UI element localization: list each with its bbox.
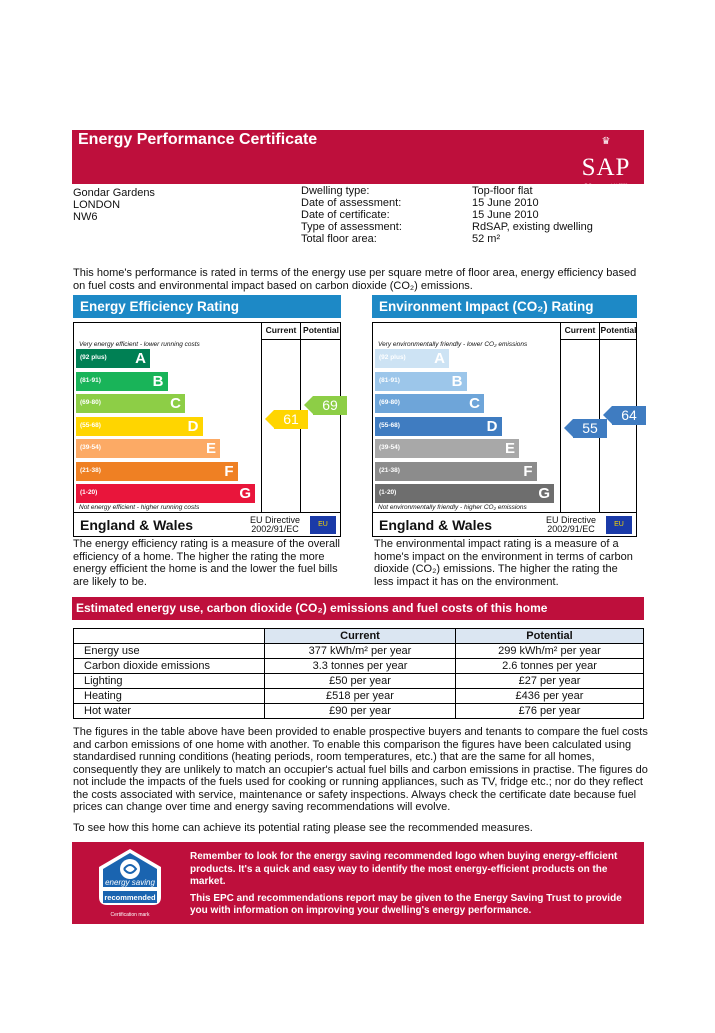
band-letter: D (486, 417, 498, 435)
band-range-label: (81-91) (379, 376, 400, 384)
detail-label: Dwelling type: (301, 185, 370, 197)
energy-saving-recommended-logo (95, 847, 165, 907)
row-current: £90 per year (265, 704, 456, 719)
row-label: Lighting (74, 674, 265, 689)
energy-description: The energy efficiency rating is a measure of the overall efficiency of a home. The higher the rating the more energy efficient the home is and the lower the fuel bills are likely to be. (73, 538, 340, 588)
address-line-1: Gondar Gardens (73, 187, 155, 199)
band-letter: D (187, 417, 199, 435)
detail-value: 15 June 2010 (472, 197, 539, 209)
current-rating-value: 61 (283, 411, 299, 428)
row-potential: £76 per year (456, 704, 644, 719)
band-letter: A (434, 350, 445, 367)
row-label: Hot water (74, 704, 265, 719)
top-note: Very energy efficient - lower running costs (79, 341, 200, 348)
see-recommendations-text: To see how this home can achieve its potential rating please see the recommended measures. (73, 822, 533, 834)
eu-flag-icon: EU (310, 516, 336, 534)
table-row (74, 689, 644, 704)
band-range-label: (92 plus) (379, 354, 406, 361)
bottom-text (190, 851, 640, 918)
band-letter: B (152, 372, 164, 390)
rating-band-c (375, 394, 484, 413)
band-range-label: (55-68) (80, 421, 101, 429)
cost-table (73, 628, 644, 719)
bottom-paragraph-2: This EPC and recommendations report may be given to the Energy Saving Trust to provide you with information on improving your dwelling's energy performance. (190, 892, 622, 916)
environment-description: The environmental impact rating is a measure of a home's impact on the environment in terms of carbon dioxide (CO₂) emissions. The higher the rating the less impact it has on the environment. (374, 538, 633, 588)
band-letter: A (135, 350, 146, 367)
logo-caption: Certification mark (110, 912, 150, 918)
table-row (74, 644, 644, 659)
row-label: Heating (74, 689, 265, 704)
table-row (74, 659, 644, 674)
band-range-label: (92 plus) (80, 354, 107, 361)
column-current: Current (265, 325, 297, 335)
band-range-label: (1-20) (80, 489, 98, 496)
rating-band-e (375, 439, 519, 458)
band-letter: E (504, 440, 515, 457)
rating-band-b (76, 372, 168, 391)
band-range-label: (1-20) (379, 489, 397, 496)
table-row (74, 704, 644, 719)
band-range-label: (69-80) (80, 399, 101, 406)
figures-paragraph: The figures in the table above have been provided to enable prospective buyers and tenants to compare the fuel costs and carbon emissions of one home with another. To enable this comparison the figures have been calculated using standardised running conditions (heating periods, room temperatures, etc.) that are the same for all homes, consequently they are unlikely to match an occupier's actual fuel bills and carbon emissions in practise. The figures do not include the impacts of the fuels used for cooking or running appliances, such as TV, fridge etc.; nor do they reflect the costs associated with service, maintenance or safety inspections. Always check the certificate date because fuel prices can change over time and energy saving recommendations will evolve. (73, 726, 648, 813)
row-current: £518 per year (265, 689, 456, 704)
estimate-title: Estimated energy use, carbon dioxide (CO₂) emissions and fuel costs of this home (72, 597, 644, 620)
rating-band-a (375, 349, 449, 368)
band-range-label: (55-68) (379, 421, 400, 429)
energy-rating-title: Energy Efficiency Rating (73, 295, 341, 318)
column-blank (74, 629, 265, 644)
potential-rating-arrow (612, 406, 646, 425)
eu-directive: EU Directive 2002/91/EC (250, 515, 301, 534)
potential-rating-arrow (313, 396, 347, 415)
detail-value: RdSAP, existing dwelling (472, 221, 593, 233)
band-range-label: (39-54) (80, 444, 101, 451)
rating-band-g (375, 484, 554, 503)
band-range-label: (81-91) (80, 376, 101, 384)
current-rating-arrow (573, 419, 607, 438)
band-range-label: (21-38) (80, 466, 101, 474)
intro-paragraph: This home's performance is rated in terms of the energy use per square metre of floor area, energy efficiency based on fuel costs and environmental impact based on carbon dioxide (CO₂) emissions. (73, 267, 637, 292)
current-rating-value: 55 (582, 419, 598, 436)
detail-label: Total floor area: (301, 233, 377, 245)
rating-band-g (76, 484, 255, 503)
region-label: England & Wales (379, 517, 493, 533)
bottom-paragraph-1: Remember to look for the energy saving recommended logo when buying energy-efficient products. It's a quick and easy way to identify the most energy-efficient products on the market. (190, 851, 618, 887)
potential-rating-value: 69 (322, 397, 338, 414)
band-range-label: (21-38) (379, 466, 400, 474)
band-letter: G (538, 485, 550, 502)
row-potential: 299 kWh/m² per year (456, 644, 644, 659)
sap-logo: ♛ SAP © Crown copyright 2009 (576, 138, 636, 180)
band-range-label: (39-54) (379, 444, 400, 451)
table-row (74, 674, 644, 689)
rating-band-f (375, 462, 537, 481)
band-letter: G (239, 485, 251, 502)
band-letter: C (170, 395, 181, 412)
top-note: Very environmentally friendly - lower CO₂ emissions (378, 341, 528, 348)
band-letter: F (523, 462, 533, 480)
potential-rating-value: 64 (621, 407, 637, 424)
detail-label: Date of assessment: (301, 197, 402, 209)
row-potential: £436 per year (456, 689, 644, 704)
band-range-label: (69-80) (379, 399, 400, 406)
rating-band-e (76, 439, 220, 458)
rating-band-f (76, 462, 238, 481)
row-label: Carbon dioxide emissions (74, 659, 265, 674)
column-current: Current (564, 325, 596, 335)
band-letter: B (451, 372, 463, 390)
detail-label: Type of assessment: (301, 221, 402, 233)
logo-bottom-text: recommended (104, 893, 156, 902)
detail-value: 15 June 2010 (472, 209, 539, 221)
row-current: 377 kWh/m² per year (265, 644, 456, 659)
row-potential: £27 per year (456, 674, 644, 689)
energy-rating-chart (73, 322, 341, 537)
address-line-3: NW6 (73, 211, 98, 223)
band-letter: C (469, 395, 480, 412)
rating-band-c (76, 394, 185, 413)
eu-flag-icon: EU (606, 516, 632, 534)
environment-rating-title: Environment Impact (CO₂) Rating (372, 295, 637, 318)
band-letter: F (224, 462, 234, 480)
rating-band-b (375, 372, 467, 391)
current-rating-arrow (274, 410, 308, 429)
column-potential: Potential (456, 629, 644, 644)
logo-top-text: energy saving (105, 878, 155, 887)
page-title: Energy Performance Certificate (78, 131, 318, 148)
region-label: England & Wales (80, 517, 194, 533)
crown-icon: ♛ (601, 136, 611, 147)
bottom-note: Not energy efficient - higher running costs (79, 504, 200, 511)
rating-band-a (76, 349, 150, 368)
energy-saving-logo-icon (95, 847, 165, 907)
column-current: Current (265, 629, 456, 644)
rating-band-d (76, 417, 203, 436)
band-letter: E (205, 440, 216, 457)
column-potential: Potential (600, 325, 637, 335)
column-potential: Potential (303, 325, 339, 335)
row-current: 3.3 tonnes per year (265, 659, 456, 674)
address-line-2: LONDON (73, 199, 121, 211)
environment-rating-chart (372, 322, 637, 537)
detail-value: Top-floor flat (472, 185, 533, 197)
row-label: Energy use (74, 644, 265, 659)
row-potential: 2.6 tonnes per year (456, 659, 644, 674)
detail-label: Date of certificate: (301, 209, 390, 221)
bottom-note: Not environmentally friendly - higher CO₂ emissions (378, 504, 527, 511)
detail-value: 52 m² (472, 233, 501, 245)
eu-directive: EU Directive 2002/91/EC (546, 515, 597, 534)
row-current: £50 per year (265, 674, 456, 689)
rating-band-d (375, 417, 502, 436)
